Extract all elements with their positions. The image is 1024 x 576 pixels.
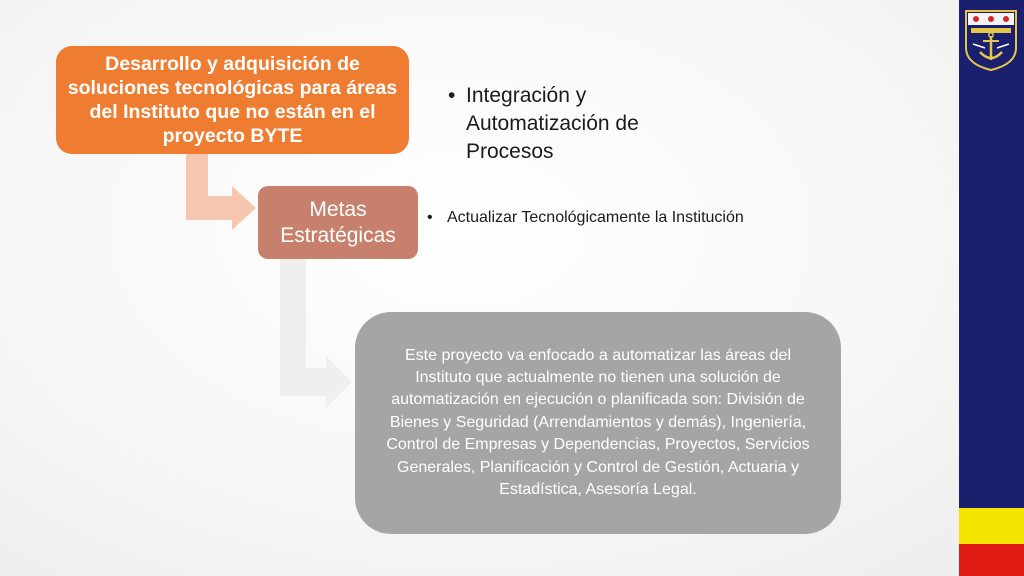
- strategic-goals-box: [258, 186, 418, 259]
- strategic-goals-text: Metas Estratégicas: [280, 197, 396, 247]
- connector-arrow-top: [186, 154, 256, 230]
- bullet-update-tech: • Actualizar Tecnológicamente la Institución: [447, 206, 747, 230]
- connector-arrow-middle: [280, 259, 352, 408]
- development-acquisition-box: [56, 46, 409, 154]
- bullet-integration: • Integración y Automatización de Procesos: [466, 82, 646, 166]
- project-description-box: [355, 312, 841, 534]
- middle-bullet-list: [447, 206, 747, 230]
- project-description-text: Este proyecto va enfocado a automatizar las áreas del Instituto que actualmente no tienen una solución de automatización en ejecución o planificada son: División de Bienes y Seguridad (Arrendamientos y demás), Ingeniería, Control de Empresas y Dependencias, Proyectos, Servicios Generales, Planificación y Control de Gestión, Actuaria y Estadística, Asesoría Legal.: [386, 346, 810, 499]
- top-bullet-list: [466, 82, 646, 166]
- development-acquisition-text: Desarrollo y adquisición de soluciones tecnológicas para áreas del Instituto que no están en el proyecto BYTE: [67, 53, 398, 147]
